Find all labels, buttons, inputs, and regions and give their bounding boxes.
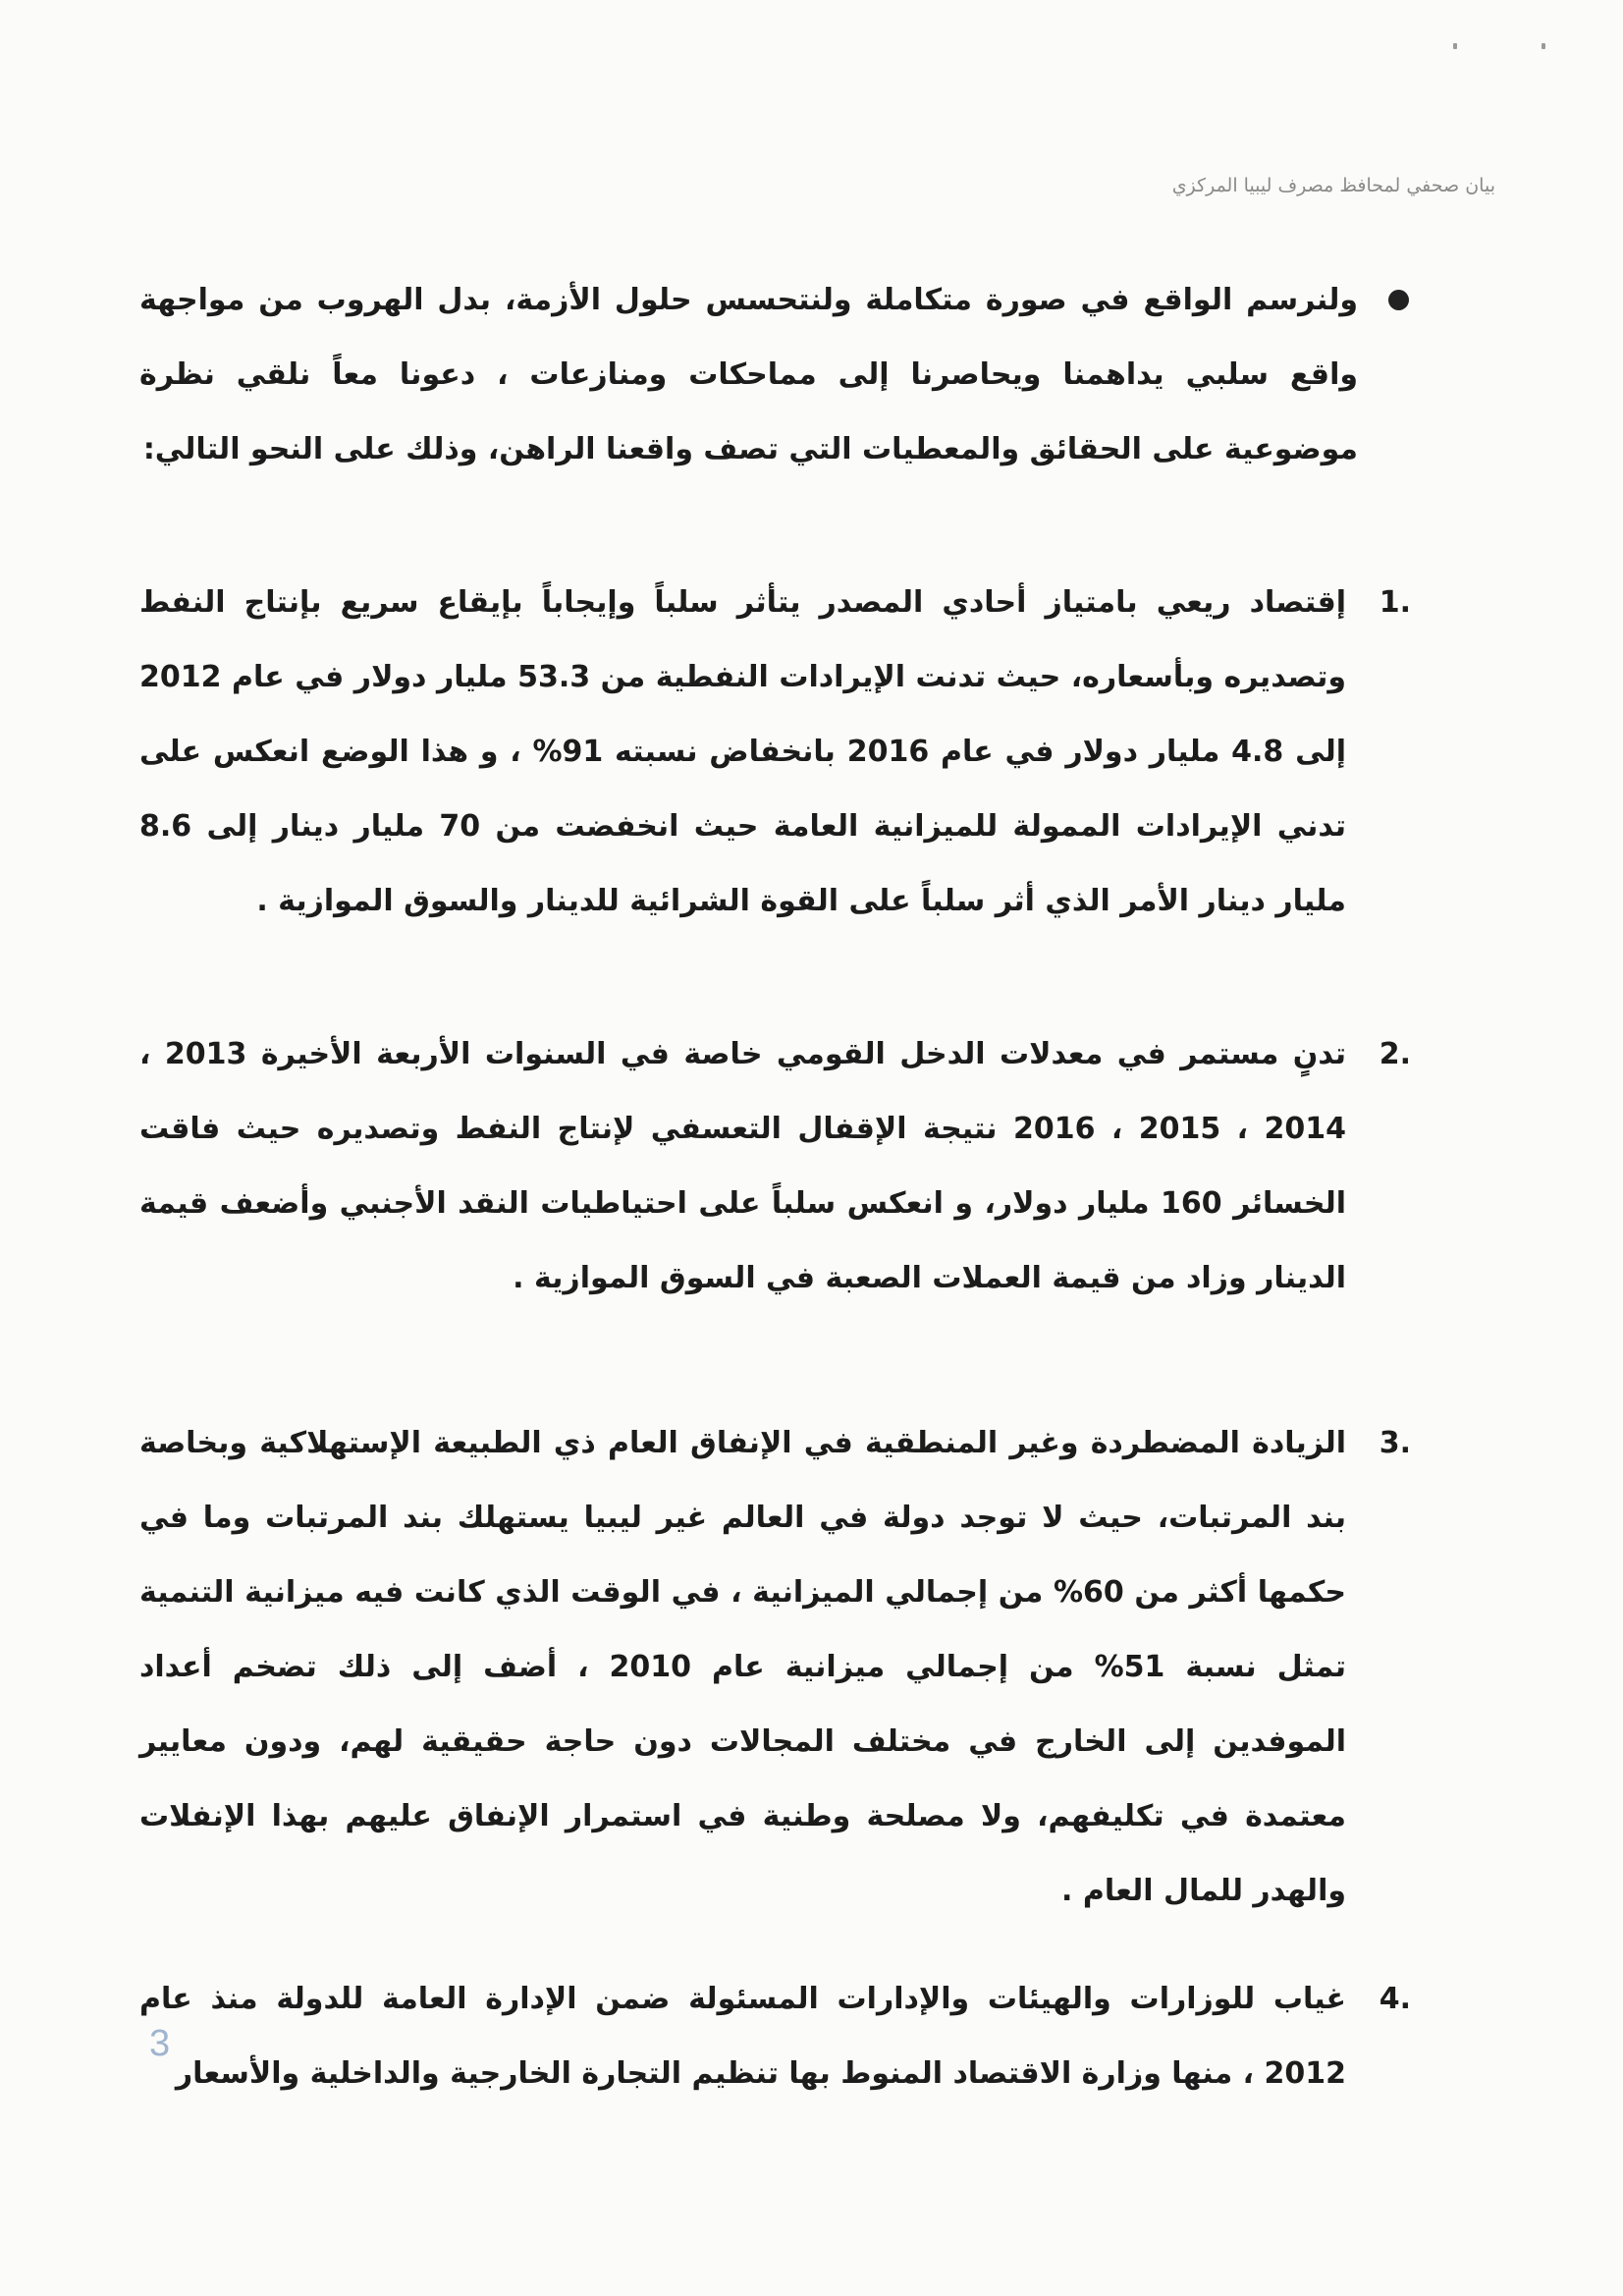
scan-artifact-dot <box>1453 43 1457 49</box>
item-text: غياب للوزارات والهيئات والإدارات المسئولة ضمن الإدارة العامة للدولة منذ عام 2012 ، منها وزارة الاقتصاد المنوط بها تنظيم التجارة الخارجية والداخلية والأسعار <box>139 1982 1346 2091</box>
intro-paragraph <box>139 263 1411 487</box>
item-number: 1. <box>1379 585 1411 620</box>
item-text: إقتصاد ريعي بامتياز أحادي المصدر يتأثر سلباً وإيجاباً بإيقاع سريع بإنتاج النفط وتصديره وبأسعاره، حيث تدنت الإيرادات النفطية من 53.3 مليار دولار في عام 2012 إلى 4.8 مليار دولار في عام 2016 بانخفاض نسبته 91% ، و هذا الوضع انعكس على تدني الإيرادات الممولة للميزانية العامة حيث انخفضت من 70 مليار دينار إلى 8.6 مليار دينار الأمر الذي أثر سلباً على القوة الشرائية للدينار والسوق الموازية . <box>139 585 1346 918</box>
numbered-item <box>139 1017 1411 1316</box>
intro-text: ولنرسم الواقع في صورة متكاملة ولنتحسس حلول الأزمة، بدل الهروب من مواجهة واقع سلبي يداهمنا ويحاصرنا إلى مماحكات ومنازعات ، دعونا معاً نلقي نظرة موضوعية على الحقائق والمعطيات التي تصف واقعنا الراهن، وذلك على النحو التالي: <box>139 283 1358 466</box>
numbered-item <box>139 1406 1411 1929</box>
bullet-icon <box>1388 290 1409 310</box>
scan-artifact-dot <box>1542 43 1545 49</box>
numbered-item <box>139 1962 1411 2111</box>
page-number: 3 <box>149 2023 171 2064</box>
item-text: تدنٍ مستمر في معدلات الدخل القومي خاصة في السنوات الأربعة الأخيرة 2013 ، 2014 ، 2015 ، 2016 نتيجة الإقفال التعسفي لإنتاج النفط وتصديره حيث فاقت الخسائر 160 مليار دولار، و انعكس سلباً على احتياطيات النقد الأجنبي وأضعف قيمة الدينار وزاد من قيمة العملات الصعبة في السوق الموازية . <box>139 1037 1346 1295</box>
item-number: 2. <box>1379 1037 1411 1071</box>
document-body <box>139 263 1411 2111</box>
item-text: الزيادة المضطردة وغير المنطقية في الإنفاق العام ذي الطبيعة الإستهلاكية وبخاصة بند المرتبات، حيث لا توجد دولة في العالم غير ليبيا يستهلك بند المرتبات وما في حكمها أكثر من 60% من إجمالي الميزانية ، في الوقت الذي كانت فيه ميزانية التنمية تمثل نسبة 51% من إجمالي ميزانية عام 2010 ، أضف إلى ذلك تضخم أعداد الموفدين إلى الخارج في مختلف المجالات دون حاجة حقيقية لهم، ودون معايير معتمدة في تكليفهم، ولا مصلحة وطنية في استمرار الإنفاق عليهم بهذا الإنفلات والهدر للمال العام . <box>139 1426 1347 1908</box>
item-number: 3. <box>1379 1426 1411 1460</box>
item-number: 4. <box>1379 1982 1411 2016</box>
numbered-item <box>139 566 1411 939</box>
running-header: بيان صحفي لمحافظ مصرف ليبيا المركزي <box>1171 175 1495 196</box>
